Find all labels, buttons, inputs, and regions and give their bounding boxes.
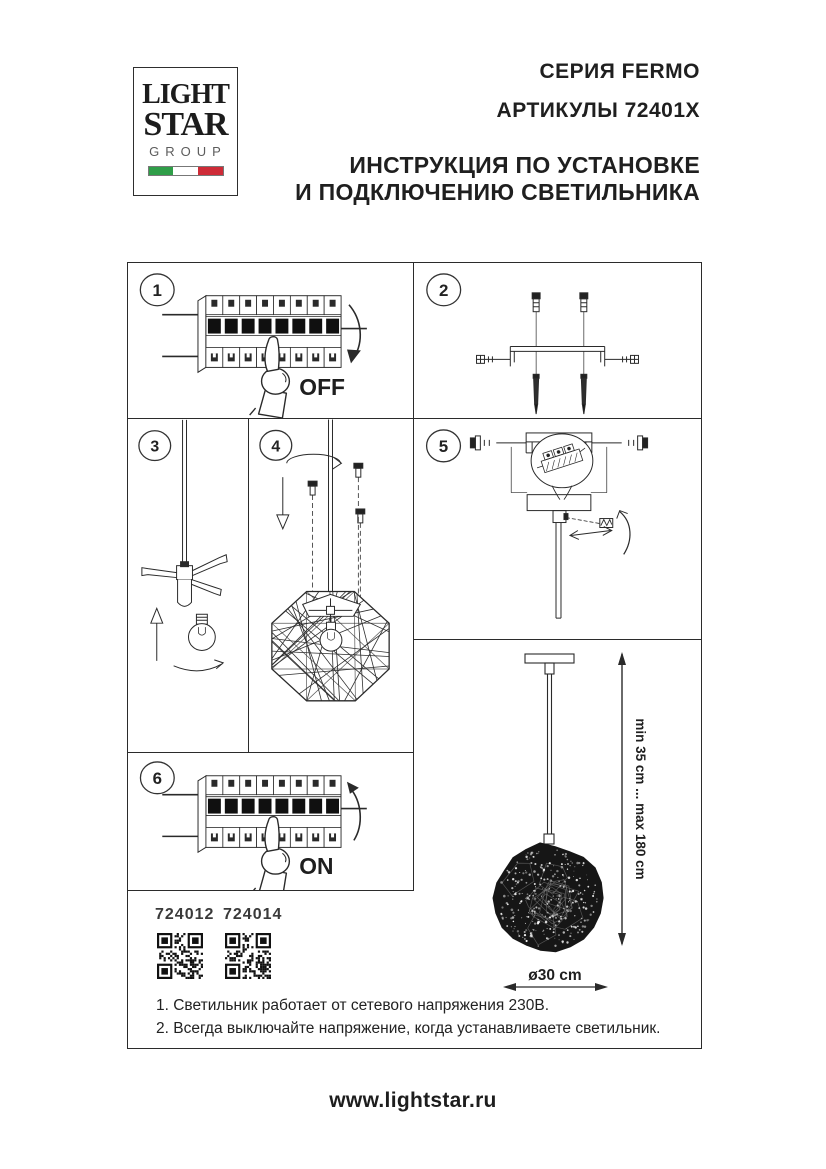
product-724014	[223, 906, 282, 981]
step-panel-5	[414, 419, 701, 640]
height-dimension-label: min 35 cm ... max 180 cm	[633, 718, 648, 880]
header	[295, 60, 700, 206]
steps-grid	[127, 262, 702, 1049]
mounting-bracket-drawing	[414, 263, 701, 418]
breaker-on-drawing	[128, 753, 413, 890]
flag-white	[173, 167, 198, 175]
step-panel-6	[128, 753, 414, 891]
step-number: 6	[152, 768, 163, 788]
website-url: www.lightstar.ru	[329, 1089, 497, 1112]
document-title-line2: И ПОДКЛЮЧЕНИЮ СВЕТИЛЬНИКА	[295, 179, 700, 205]
document-title	[295, 152, 700, 206]
step-number: 5	[438, 436, 449, 456]
rod-bulb-drawing	[128, 419, 248, 752]
on-label: ON	[299, 853, 334, 880]
logo-group-text: GROUP	[149, 144, 227, 159]
series-title: СЕРИЯ FERMO	[539, 60, 700, 83]
note-line-2: 2. Всегда выключайте напряжение, когда устанавливаете светильник.	[156, 1020, 661, 1037]
flag-red	[198, 167, 223, 175]
logo-light-text: LIGHT	[142, 79, 229, 110]
product-724012	[155, 906, 214, 981]
step-panel-1	[128, 263, 414, 419]
canopy-detail-drawing	[414, 419, 701, 639]
step-number: 4	[271, 438, 281, 456]
step-panel-4	[249, 419, 414, 753]
product-code: 724014	[223, 906, 283, 923]
product-code: 724012	[155, 906, 215, 923]
installation-notes	[156, 994, 696, 1040]
step-panel-2	[414, 263, 701, 419]
note-line-1: 1. Светильник работает от сетевого напряжения 230В.	[156, 997, 550, 1014]
articles-title: АРТИКУЛЫ 72401X	[496, 99, 700, 122]
pendant-overview-drawing	[414, 640, 701, 1048]
diameter-dimension-label: ø30 cm	[528, 967, 582, 984]
step-panel-3	[128, 419, 249, 753]
step-number: 1	[152, 280, 162, 300]
qr-code-724012	[155, 931, 205, 981]
off-label: OFF	[299, 374, 346, 401]
document-title-line1: ИНСТРУКЦИЯ ПО УСТАНОВКЕ	[349, 152, 700, 178]
logo-star-text: STAR	[143, 106, 228, 143]
brand-logo	[133, 67, 238, 196]
italy-flag	[148, 166, 224, 176]
breaker-off-drawing	[128, 263, 413, 418]
qr-code-724014	[223, 931, 273, 981]
shade-assembly-drawing	[249, 419, 413, 752]
step-number: 3	[150, 438, 160, 456]
pendant-overview-panel	[414, 640, 701, 1048]
step-number: 2	[439, 280, 449, 300]
flag-green	[149, 167, 174, 175]
